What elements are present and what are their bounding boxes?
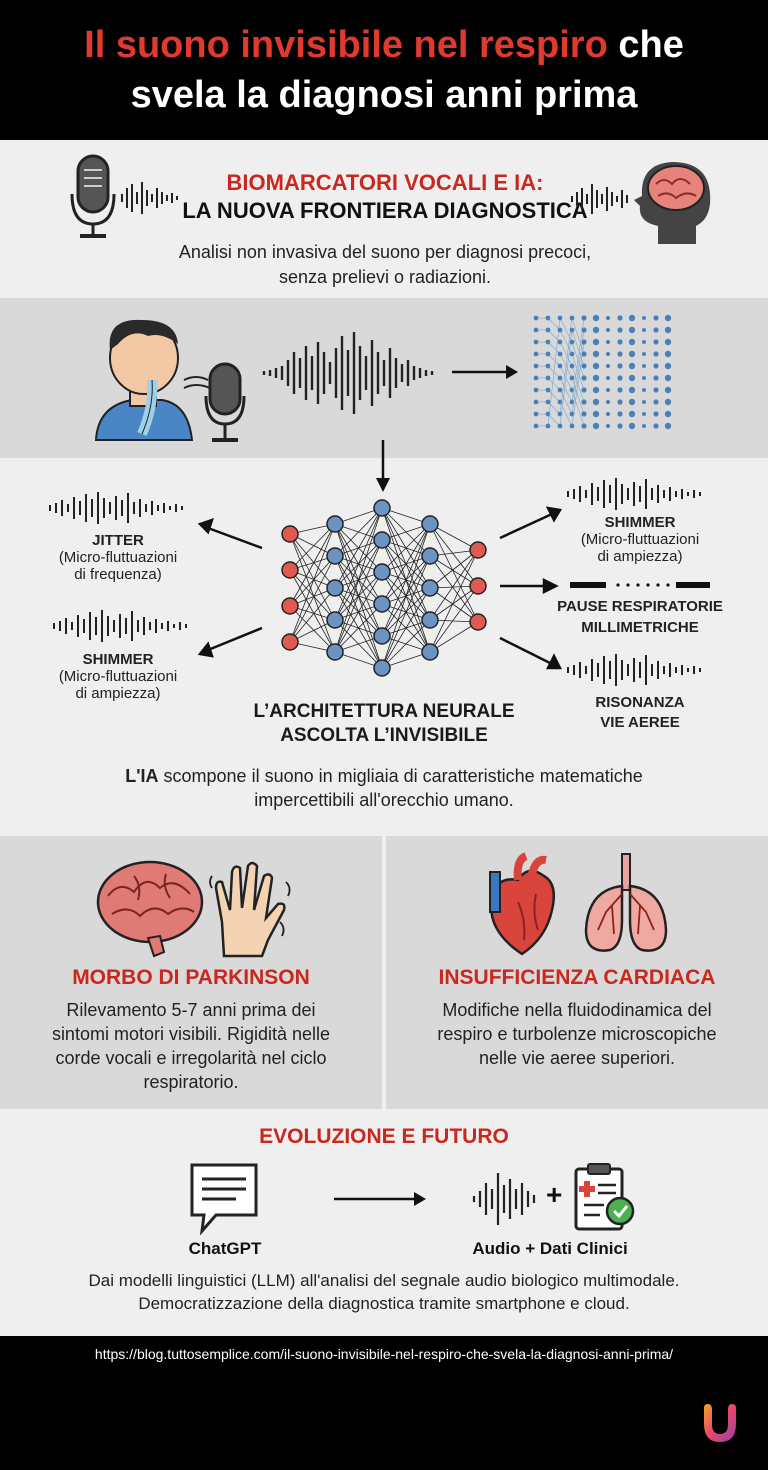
plus-sign: +: [546, 1179, 563, 1210]
waveform-icon: [262, 328, 442, 418]
data-point: [593, 315, 599, 321]
data-point: [642, 412, 646, 416]
data-point: [653, 411, 658, 416]
title-highlight: Il suono invisibile nel respiro: [84, 24, 608, 66]
cardiac-desc-1: Modifiche nella fluidodinamica del: [442, 1000, 712, 1020]
chat-document-icon: [186, 1161, 262, 1235]
arrow-right-icon-2: [332, 1189, 428, 1209]
data-point: [546, 340, 551, 345]
data-point: [558, 364, 563, 369]
audio-clinical-label: Audio + Dati Clinici: [472, 1239, 628, 1258]
parkinson-card: [0, 836, 382, 1109]
data-point: [642, 364, 646, 368]
cardiac-desc-3: nelle vie aeree superiori.: [478, 1048, 676, 1068]
data-point: [581, 387, 586, 392]
data-point: [653, 399, 658, 404]
network-node: [422, 580, 438, 596]
data-point: [653, 315, 658, 320]
neural-section: [0, 458, 768, 836]
feature-shimmer-right-name: SHIMMER: [604, 514, 676, 531]
data-point: [593, 375, 599, 381]
data-point: [534, 316, 539, 321]
cardiac-card: [386, 836, 768, 1109]
data-point: [629, 339, 635, 345]
network-node: [374, 500, 390, 516]
feature-pause-line2: MILLIMETRICHE: [581, 619, 699, 636]
data-point: [665, 339, 671, 345]
cardiac-desc-2: respiro e turbolenze microscopiche: [437, 1024, 717, 1044]
data-point: [593, 387, 599, 393]
neural-desc-line-2: impercettibili all'orecchio umano.: [254, 790, 514, 810]
data-point: [642, 316, 646, 320]
data-point: [581, 399, 586, 404]
data-point: [534, 376, 539, 381]
network-node: [422, 516, 438, 532]
data-point: [593, 399, 599, 405]
feature-shimmer-right-desc1: (Micro-fluttuazioni: [580, 531, 700, 548]
data-point: [570, 316, 575, 321]
data-point: [534, 388, 539, 393]
evolution-section: [0, 1109, 768, 1336]
data-point: [570, 352, 575, 357]
data-point: [665, 387, 671, 393]
data-point: [642, 388, 646, 392]
data-point: [653, 423, 658, 428]
data-point: [653, 363, 658, 368]
evolution-title: EVOLUZIONE E FUTURO: [259, 1125, 509, 1148]
data-point: [665, 411, 671, 417]
data-point: [593, 411, 599, 417]
microphone-icon-2: [204, 362, 248, 448]
site-logo-icon: [700, 1402, 740, 1446]
data-point: [606, 424, 610, 428]
data-point: [617, 351, 622, 356]
data-point: [617, 339, 622, 344]
data-point: [642, 352, 646, 356]
data-point: [593, 363, 599, 369]
data-point: [593, 423, 599, 429]
data-point: [629, 315, 635, 321]
parkinson-desc: [20, 998, 362, 1094]
pause-dash-icon: [570, 582, 710, 588]
data-point: [606, 376, 610, 380]
data-point: [546, 388, 551, 393]
data-point: [606, 328, 610, 332]
data-point: [642, 340, 646, 344]
data-point: [617, 399, 622, 404]
footer: [0, 1336, 768, 1470]
data-point: [581, 339, 586, 344]
data-point: [570, 376, 575, 381]
feature-shimmer-right-desc2: di ampiezza): [597, 548, 683, 565]
feature-jitter: [38, 532, 198, 583]
data-point: [558, 352, 563, 357]
data-point: [546, 328, 551, 333]
network-node: [422, 548, 438, 564]
data-point: [593, 339, 599, 345]
feature-shimmer-right: [560, 514, 720, 565]
network-node: [282, 526, 298, 542]
network-node: [374, 564, 390, 580]
feature-pause: [540, 598, 740, 636]
data-point: [642, 328, 646, 332]
heart-lungs-icon: [482, 850, 682, 962]
feature-risonanza-line2: VIE AEREE: [600, 714, 680, 731]
feature-jitter-name: JITTER: [92, 532, 144, 549]
data-point: [629, 411, 635, 417]
network-node: [422, 644, 438, 660]
feature-pause-line1: PAUSE RESPIRATORIE: [557, 598, 723, 615]
data-point: [653, 387, 658, 392]
data-point: [617, 375, 622, 380]
network-node: [327, 548, 343, 564]
data-point: [581, 351, 586, 356]
data-point: [593, 327, 599, 333]
feature-jitter-desc1: (Micro-fluttuazioni: [58, 549, 178, 566]
feature-risonanza-line1: RISONANZA: [595, 694, 685, 711]
data-point: [629, 387, 635, 393]
network-node: [374, 596, 390, 612]
intro-subtitle-line-1: Analisi non invasiva del suono per diagnosi precoci,: [178, 242, 592, 262]
data-point: [534, 400, 539, 405]
data-point: [570, 424, 575, 429]
data-point: [558, 388, 563, 393]
data-point: [606, 340, 610, 344]
intro-subtitle-line-2: senza prelievi o radiazioni.: [278, 267, 492, 287]
chatgpt-label: ChatGPT: [188, 1239, 262, 1258]
network-node: [327, 516, 343, 532]
intro-section: [0, 140, 768, 298]
network-node: [327, 612, 343, 628]
data-point: [534, 412, 539, 417]
audio-waveform-icon: [470, 1169, 542, 1229]
parkinson-desc-2: sintomi motori visibili. Rigidità nelle: [51, 1024, 331, 1044]
data-point: [581, 327, 586, 332]
data-point: [617, 387, 622, 392]
network-node: [282, 634, 298, 650]
network-node: [282, 562, 298, 578]
feature-shimmer-left-name: SHIMMER: [82, 651, 154, 668]
data-point: [629, 363, 635, 369]
data-point: [581, 375, 586, 380]
evolution-description: [10, 1269, 758, 1315]
data-point: [665, 315, 671, 321]
data-point: [546, 364, 551, 369]
data-point: [546, 400, 551, 405]
data-point: [629, 399, 635, 405]
data-point: [665, 423, 671, 429]
data-point: [617, 423, 622, 428]
parkinson-desc-4: respiratorio.: [143, 1072, 239, 1092]
page-header: [0, 0, 768, 140]
network-node: [327, 580, 343, 596]
data-point: [558, 328, 563, 333]
data-point: [642, 400, 646, 404]
data-point: [606, 388, 610, 392]
neural-desc-line-1: scompone il suono in migliaia di caratteristiche matematiche: [158, 766, 643, 786]
data-point: [570, 340, 575, 345]
data-point: [558, 424, 563, 429]
evolution-desc-2: Democratizzazione della diagnostica tramite smartphone e cloud.: [138, 1294, 630, 1313]
data-point: [617, 411, 622, 416]
data-point: [653, 351, 658, 356]
network-node: [282, 598, 298, 614]
data-point: [606, 316, 610, 320]
data-point: [653, 375, 658, 380]
parkinson-desc-3: corde vocali e irregolarità nel ciclo: [55, 1048, 327, 1068]
network-node: [470, 614, 486, 630]
feature-shimmer-left-desc2: di ampiezza): [75, 685, 161, 702]
data-point: [629, 375, 635, 381]
network-node: [470, 542, 486, 558]
feature-jitter-desc2: di frequenza): [74, 566, 162, 583]
feature-risonanza: [560, 694, 720, 731]
data-point: [546, 376, 551, 381]
data-point: [581, 363, 586, 368]
data-point: [665, 327, 671, 333]
data-point: [642, 376, 646, 380]
data-point: [642, 424, 646, 428]
data-point: [570, 328, 575, 333]
intro-title-1: BIOMARCATORI VOCALI E IA:: [226, 170, 544, 195]
data-point: [665, 351, 671, 357]
title-line-2: svela la diagnosi anni prima: [130, 74, 638, 116]
data-point: [558, 340, 563, 345]
data-point: [653, 327, 658, 332]
data-point: [558, 376, 563, 381]
data-point: [606, 412, 610, 416]
cardiac-desc: [406, 998, 748, 1070]
data-point: [534, 352, 539, 357]
data-point: [593, 351, 599, 357]
data-point: [606, 352, 610, 356]
architecture-line-2: ASCOLTA L’INVISIBILE: [280, 725, 488, 746]
diseases-section: [0, 836, 768, 1109]
data-point: [581, 423, 586, 428]
feature-shimmer-left-desc1: (Micro-fluttuazioni: [58, 668, 178, 685]
data-point: [665, 375, 671, 381]
data-point: [546, 424, 551, 429]
cardiac-title: INSUFFICIENZA CARDIACA: [438, 966, 716, 989]
data-point: [617, 363, 622, 368]
intro-title-2: LA NUOVA FRONTIERA DIAGNOSTICA: [182, 198, 588, 223]
data-point: [581, 315, 586, 320]
data-point: [534, 364, 539, 369]
brain-hand-icon: [94, 852, 294, 962]
source-url[interactable]: https://blog.tuttosemplice.com/il-suono-invisibile-nel-respiro-che-svela-la-diagnosi-anni-prima/: [94, 1346, 674, 1362]
network-node: [422, 612, 438, 628]
data-point: [546, 316, 551, 321]
network-node: [470, 578, 486, 594]
arrow-right-icon: [450, 362, 520, 382]
pipeline-section: [0, 298, 768, 458]
data-point: [653, 339, 658, 344]
intro-subtitle: [100, 240, 670, 290]
neural-description: [40, 764, 728, 812]
neural-desc-bold: L'IA: [125, 766, 159, 786]
data-point: [546, 352, 551, 357]
data-point: [558, 316, 563, 321]
network-node: [374, 628, 390, 644]
data-point: [617, 327, 622, 332]
network-node: [374, 660, 390, 676]
data-point: [629, 423, 635, 429]
data-point: [581, 411, 586, 416]
architecture-line-1: L’ARCHITETTURA NEURALE: [253, 701, 515, 722]
data-point: [665, 399, 671, 405]
clinical-clipboard-icon: [572, 1161, 638, 1233]
parkinson-title: MORBO DI PARKINSON: [72, 966, 310, 989]
data-point: [606, 364, 610, 368]
network-node: [374, 532, 390, 548]
data-point: [665, 363, 671, 369]
data-point: [606, 400, 610, 404]
neural-data-icon: [530, 312, 680, 436]
data-point: [617, 315, 622, 320]
architecture-caption: [214, 700, 554, 748]
data-point: [534, 340, 539, 345]
head-brain-icon: [568, 154, 718, 254]
data-point: [534, 328, 539, 333]
title-part: che: [618, 24, 684, 66]
network-node: [327, 644, 343, 660]
data-point: [570, 364, 575, 369]
evolution-desc-1: Dai modelli linguistici (LLM) all'analisi del segnale audio biologico multimodale.: [88, 1271, 680, 1290]
data-point: [534, 424, 539, 429]
title-line-1: [0, 20, 768, 70]
parkinson-desc-1: Rilevamento 5-7 anni prima dei: [66, 1000, 316, 1020]
data-point: [629, 351, 635, 357]
data-point: [629, 327, 635, 333]
feature-shimmer-left: [38, 651, 198, 702]
